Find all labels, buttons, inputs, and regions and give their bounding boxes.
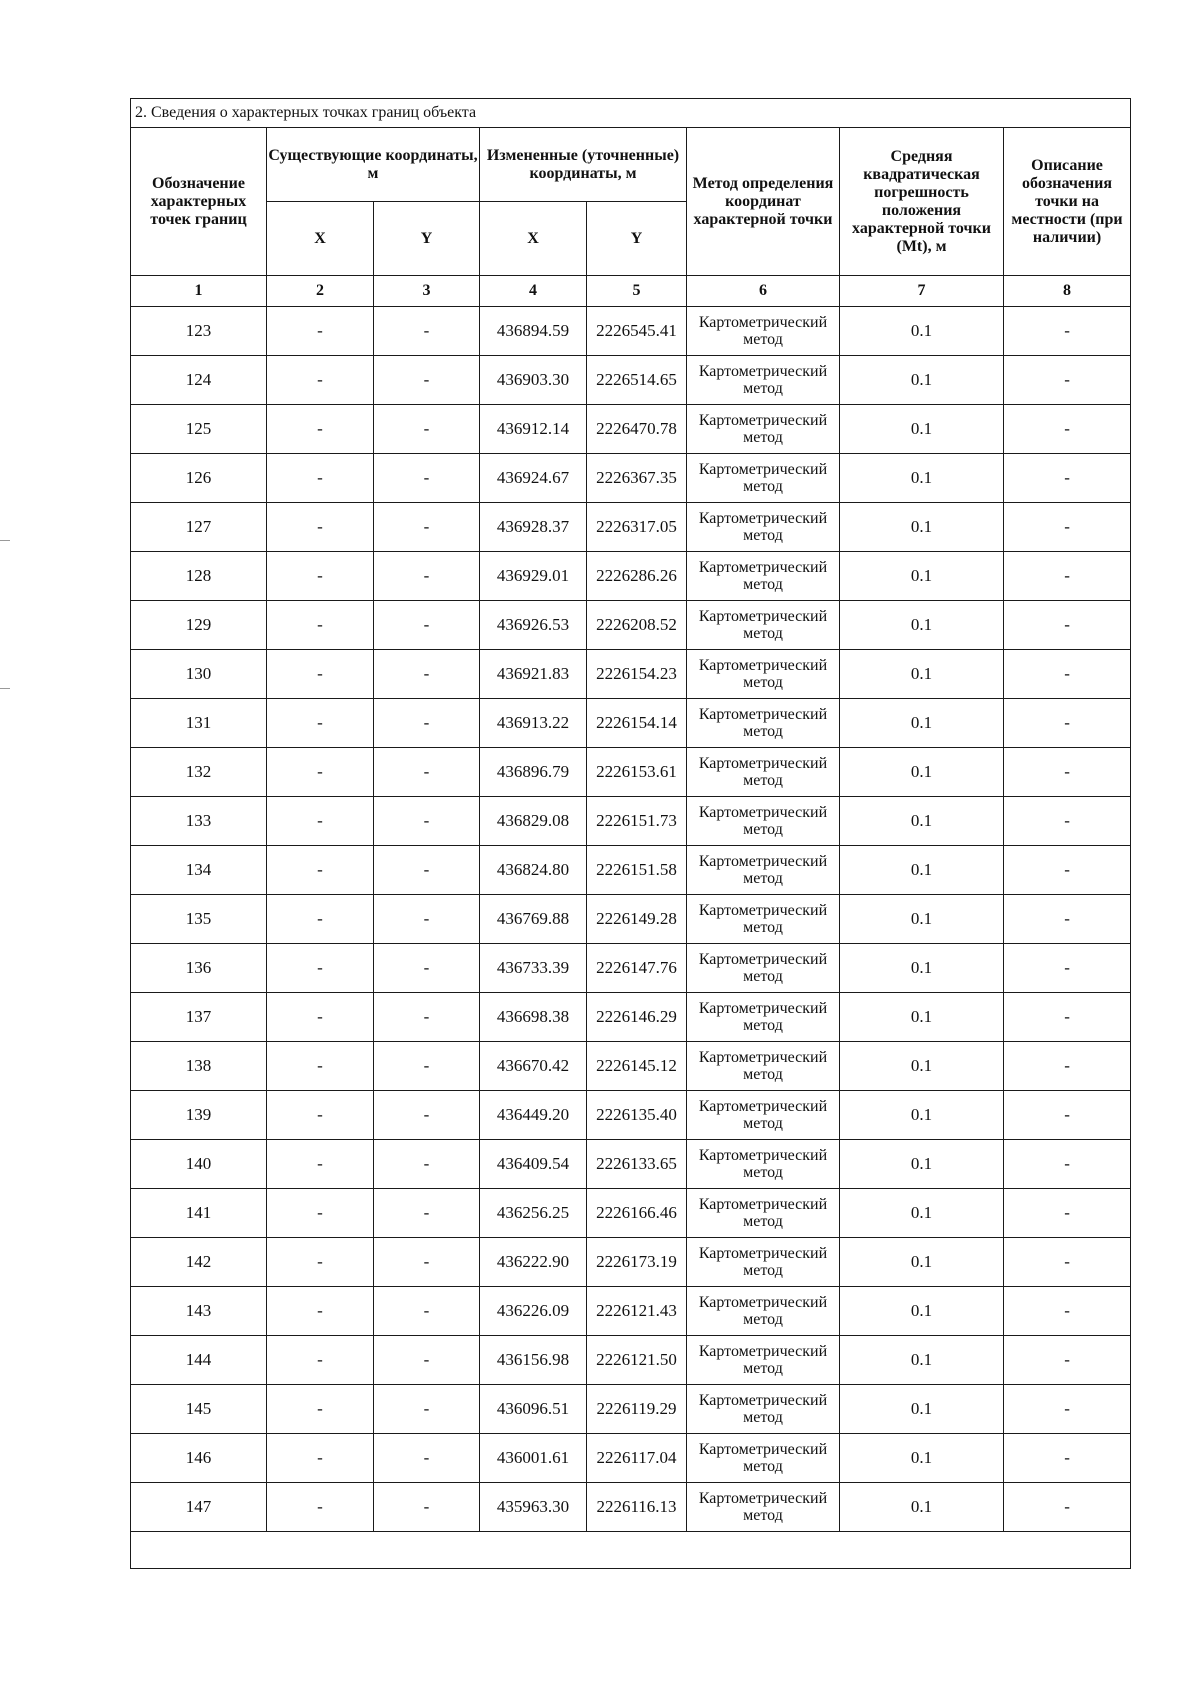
table-row [131, 307, 1131, 356]
table-row [131, 895, 1131, 944]
mean-error-cell: 0.1 [840, 1287, 1004, 1336]
description-cell: - [1004, 601, 1131, 650]
table-row [131, 1483, 1131, 1532]
existing-y-cell: - [374, 699, 480, 748]
changed-y-cell: 2226151.73 [587, 797, 687, 846]
description-cell: - [1004, 356, 1131, 405]
description-cell: - [1004, 1189, 1131, 1238]
table-row [131, 405, 1131, 454]
table-row [131, 454, 1131, 503]
header-changed-coords: Измененные (уточненные) координаты, м [480, 128, 687, 202]
point-number-cell: 132 [131, 748, 267, 797]
punch-mark [0, 540, 10, 541]
method-cell: Картометрический метод [687, 797, 840, 846]
existing-x-cell: - [267, 895, 374, 944]
changed-x-cell: 436929.01 [480, 552, 587, 601]
method-cell: Картометрический метод [687, 944, 840, 993]
existing-y-cell: - [374, 650, 480, 699]
point-number-cell: 134 [131, 846, 267, 895]
description-cell: - [1004, 748, 1131, 797]
mean-error-cell: 0.1 [840, 1189, 1004, 1238]
mean-error-cell: 0.1 [840, 797, 1004, 846]
table-row [131, 356, 1131, 405]
column-number: 3 [374, 276, 480, 307]
column-number: 7 [840, 276, 1004, 307]
point-number-cell: 129 [131, 601, 267, 650]
changed-y-cell: 2226133.65 [587, 1140, 687, 1189]
method-cell: Картометрический метод [687, 650, 840, 699]
changed-x-cell: 436449.20 [480, 1091, 587, 1140]
changed-y-cell: 2226146.29 [587, 993, 687, 1042]
table-row [131, 1189, 1131, 1238]
description-cell: - [1004, 797, 1131, 846]
mean-error-cell: 0.1 [840, 307, 1004, 356]
changed-x-cell: 436928.37 [480, 503, 587, 552]
mean-error-cell: 0.1 [840, 1091, 1004, 1140]
changed-y-cell: 2226151.58 [587, 846, 687, 895]
column-number: 8 [1004, 276, 1131, 307]
existing-y-cell: - [374, 748, 480, 797]
header-existing-x: X [267, 202, 374, 276]
column-number: 1 [131, 276, 267, 307]
changed-x-cell: 436256.25 [480, 1189, 587, 1238]
changed-x-cell: 436001.61 [480, 1434, 587, 1483]
header-method: Метод определения координат характерной точки [687, 128, 840, 276]
existing-y-cell: - [374, 307, 480, 356]
header-description: Описание обозначения точки на местности (при наличии) [1004, 128, 1131, 276]
changed-x-cell: 436156.98 [480, 1336, 587, 1385]
existing-x-cell: - [267, 699, 374, 748]
method-cell: Картометрический метод [687, 1140, 840, 1189]
existing-y-cell: - [374, 1434, 480, 1483]
changed-x-cell: 436769.88 [480, 895, 587, 944]
existing-y-cell: - [374, 503, 480, 552]
changed-x-cell: 436912.14 [480, 405, 587, 454]
point-number-cell: 143 [131, 1287, 267, 1336]
table-row [131, 1140, 1131, 1189]
changed-x-cell: 436896.79 [480, 748, 587, 797]
point-number-cell: 135 [131, 895, 267, 944]
changed-x-cell: 435963.30 [480, 1483, 587, 1532]
point-number-cell: 123 [131, 307, 267, 356]
point-number-cell: 127 [131, 503, 267, 552]
existing-x-cell: - [267, 454, 374, 503]
changed-x-cell: 436096.51 [480, 1385, 587, 1434]
changed-x-cell: 436409.54 [480, 1140, 587, 1189]
existing-x-cell: - [267, 356, 374, 405]
mean-error-cell: 0.1 [840, 1238, 1004, 1287]
mean-error-cell: 0.1 [840, 1140, 1004, 1189]
description-cell: - [1004, 993, 1131, 1042]
existing-x-cell: - [267, 1287, 374, 1336]
changed-x-cell: 436222.90 [480, 1238, 587, 1287]
changed-y-cell: 2226545.41 [587, 307, 687, 356]
existing-y-cell: - [374, 405, 480, 454]
method-cell: Картометрический метод [687, 699, 840, 748]
changed-y-cell: 2226470.78 [587, 405, 687, 454]
existing-y-cell: - [374, 454, 480, 503]
description-cell: - [1004, 846, 1131, 895]
mean-error-cell: 0.1 [840, 552, 1004, 601]
description-cell: - [1004, 503, 1131, 552]
mean-error-cell: 0.1 [840, 748, 1004, 797]
changed-x-cell: 436913.22 [480, 699, 587, 748]
point-number-cell: 124 [131, 356, 267, 405]
changed-y-cell: 2226145.12 [587, 1042, 687, 1091]
existing-x-cell: - [267, 405, 374, 454]
mean-error-cell: 0.1 [840, 1434, 1004, 1483]
point-number-cell: 147 [131, 1483, 267, 1532]
point-number-cell: 133 [131, 797, 267, 846]
method-cell: Картометрический метод [687, 405, 840, 454]
changed-y-cell: 2226116.13 [587, 1483, 687, 1532]
table-row [131, 1287, 1131, 1336]
table-row [131, 944, 1131, 993]
document-sheet [130, 98, 1130, 1569]
description-cell: - [1004, 307, 1131, 356]
column-number-row [131, 276, 1131, 307]
changed-y-cell: 2226286.26 [587, 552, 687, 601]
method-cell: Картометрический метод [687, 307, 840, 356]
description-cell: - [1004, 1042, 1131, 1091]
existing-x-cell: - [267, 1042, 374, 1091]
method-cell: Картометрический метод [687, 503, 840, 552]
table-row [131, 1434, 1131, 1483]
existing-y-cell: - [374, 944, 480, 993]
changed-y-cell: 2226121.50 [587, 1336, 687, 1385]
table-row [131, 748, 1131, 797]
description-cell: - [1004, 699, 1131, 748]
point-number-cell: 140 [131, 1140, 267, 1189]
existing-y-cell: - [374, 552, 480, 601]
mean-error-cell: 0.1 [840, 405, 1004, 454]
mean-error-cell: 0.1 [840, 846, 1004, 895]
mean-error-cell: 0.1 [840, 993, 1004, 1042]
existing-y-cell: - [374, 601, 480, 650]
changed-x-cell: 436921.83 [480, 650, 587, 699]
changed-x-cell: 436670.42 [480, 1042, 587, 1091]
mean-error-cell: 0.1 [840, 895, 1004, 944]
changed-x-cell: 436698.38 [480, 993, 587, 1042]
existing-x-cell: - [267, 797, 374, 846]
existing-x-cell: - [267, 1434, 374, 1483]
table-row [131, 1091, 1131, 1140]
existing-x-cell: - [267, 1336, 374, 1385]
method-cell: Картометрический метод [687, 748, 840, 797]
changed-x-cell: 436824.80 [480, 846, 587, 895]
header-mean-error: Средняя квадратическая погрешность положения характерной точки (Mt), м [840, 128, 1004, 276]
changed-y-cell: 2226154.14 [587, 699, 687, 748]
method-cell: Картометрический метод [687, 1091, 840, 1140]
method-cell: Картометрический метод [687, 1238, 840, 1287]
section-title: 2. Сведения о характерных точках границ объекта [131, 99, 1131, 128]
existing-x-cell: - [267, 601, 374, 650]
method-cell: Картометрический метод [687, 454, 840, 503]
changed-y-cell: 2226153.61 [587, 748, 687, 797]
mean-error-cell: 0.1 [840, 650, 1004, 699]
table-row [131, 503, 1131, 552]
column-number: 2 [267, 276, 374, 307]
existing-x-cell: - [267, 748, 374, 797]
method-cell: Картометрический метод [687, 1336, 840, 1385]
changed-x-cell: 436894.59 [480, 307, 587, 356]
point-number-cell: 125 [131, 405, 267, 454]
point-number-cell: 130 [131, 650, 267, 699]
header-existing-coords: Существующие координаты, м [267, 128, 480, 202]
punch-mark [0, 688, 10, 689]
changed-x-cell: 436733.39 [480, 944, 587, 993]
description-cell: - [1004, 405, 1131, 454]
existing-y-cell: - [374, 1238, 480, 1287]
description-cell: - [1004, 944, 1131, 993]
existing-y-cell: - [374, 1483, 480, 1532]
existing-x-cell: - [267, 1483, 374, 1532]
point-number-cell: 146 [131, 1434, 267, 1483]
existing-y-cell: - [374, 1287, 480, 1336]
existing-x-cell: - [267, 1238, 374, 1287]
existing-x-cell: - [267, 1189, 374, 1238]
header-existing-y: Y [374, 202, 480, 276]
point-number-cell: 128 [131, 552, 267, 601]
mean-error-cell: 0.1 [840, 1336, 1004, 1385]
method-cell: Картометрический метод [687, 895, 840, 944]
description-cell: - [1004, 1336, 1131, 1385]
description-cell: - [1004, 454, 1131, 503]
changed-y-cell: 2226149.28 [587, 895, 687, 944]
description-cell: - [1004, 1091, 1131, 1140]
existing-y-cell: - [374, 797, 480, 846]
description-cell: - [1004, 1238, 1131, 1287]
header-changed-y: Y [587, 202, 687, 276]
existing-y-cell: - [374, 1189, 480, 1238]
table-row [131, 1385, 1131, 1434]
existing-x-cell: - [267, 552, 374, 601]
changed-y-cell: 2226173.19 [587, 1238, 687, 1287]
existing-y-cell: - [374, 1336, 480, 1385]
method-cell: Картометрический метод [687, 1483, 840, 1532]
header-designation: Обозначение характерных точек границ [131, 128, 267, 276]
description-cell: - [1004, 1140, 1131, 1189]
description-cell: - [1004, 650, 1131, 699]
changed-y-cell: 2226135.40 [587, 1091, 687, 1140]
changed-y-cell: 2226367.35 [587, 454, 687, 503]
existing-x-cell: - [267, 846, 374, 895]
description-cell: - [1004, 1385, 1131, 1434]
point-number-cell: 141 [131, 1189, 267, 1238]
method-cell: Картометрический метод [687, 552, 840, 601]
existing-x-cell: - [267, 944, 374, 993]
changed-y-cell: 2226166.46 [587, 1189, 687, 1238]
description-cell: - [1004, 1434, 1131, 1483]
method-cell: Картометрический метод [687, 1434, 840, 1483]
existing-x-cell: - [267, 1140, 374, 1189]
table-row [131, 846, 1131, 895]
existing-x-cell: - [267, 993, 374, 1042]
point-number-cell: 138 [131, 1042, 267, 1091]
existing-y-cell: - [374, 846, 480, 895]
column-number: 4 [480, 276, 587, 307]
header-changed-x: X [480, 202, 587, 276]
existing-y-cell: - [374, 1042, 480, 1091]
point-number-cell: 144 [131, 1336, 267, 1385]
description-cell: - [1004, 1483, 1131, 1532]
table-row [131, 797, 1131, 846]
mean-error-cell: 0.1 [840, 1042, 1004, 1091]
point-number-cell: 131 [131, 699, 267, 748]
mean-error-cell: 0.1 [840, 1385, 1004, 1434]
description-cell: - [1004, 552, 1131, 601]
empty-footer-row [131, 1532, 1131, 1569]
changed-x-cell: 436829.08 [480, 797, 587, 846]
mean-error-cell: 0.1 [840, 699, 1004, 748]
method-cell: Картометрический метод [687, 993, 840, 1042]
description-cell: - [1004, 1287, 1131, 1336]
method-cell: Картометрический метод [687, 1189, 840, 1238]
table-row [131, 650, 1131, 699]
mean-error-cell: 0.1 [840, 1483, 1004, 1532]
point-number-cell: 126 [131, 454, 267, 503]
mean-error-cell: 0.1 [840, 944, 1004, 993]
changed-x-cell: 436226.09 [480, 1287, 587, 1336]
existing-y-cell: - [374, 993, 480, 1042]
changed-y-cell: 2226147.76 [587, 944, 687, 993]
changed-x-cell: 436903.30 [480, 356, 587, 405]
point-number-cell: 142 [131, 1238, 267, 1287]
changed-y-cell: 2226154.23 [587, 650, 687, 699]
table-row [131, 699, 1131, 748]
method-cell: Картометрический метод [687, 1287, 840, 1336]
method-cell: Картометрический метод [687, 601, 840, 650]
table-row [131, 1042, 1131, 1091]
method-cell: Картометрический метод [687, 356, 840, 405]
method-cell: Картометрический метод [687, 1385, 840, 1434]
mean-error-cell: 0.1 [840, 454, 1004, 503]
mean-error-cell: 0.1 [840, 356, 1004, 405]
changed-y-cell: 2226119.29 [587, 1385, 687, 1434]
existing-y-cell: - [374, 1385, 480, 1434]
existing-x-cell: - [267, 650, 374, 699]
point-number-cell: 136 [131, 944, 267, 993]
changed-x-cell: 436924.67 [480, 454, 587, 503]
existing-x-cell: - [267, 307, 374, 356]
changed-y-cell: 2226121.43 [587, 1287, 687, 1336]
existing-y-cell: - [374, 356, 480, 405]
point-number-cell: 145 [131, 1385, 267, 1434]
existing-x-cell: - [267, 503, 374, 552]
column-number: 5 [587, 276, 687, 307]
empty-cell [131, 1532, 1131, 1569]
existing-x-cell: - [267, 1385, 374, 1434]
changed-y-cell: 2226317.05 [587, 503, 687, 552]
mean-error-cell: 0.1 [840, 503, 1004, 552]
existing-x-cell: - [267, 1091, 374, 1140]
changed-x-cell: 436926.53 [480, 601, 587, 650]
changed-y-cell: 2226514.65 [587, 356, 687, 405]
table-row [131, 993, 1131, 1042]
table-row [131, 552, 1131, 601]
point-number-cell: 139 [131, 1091, 267, 1140]
description-cell: - [1004, 895, 1131, 944]
existing-y-cell: - [374, 895, 480, 944]
changed-y-cell: 2226208.52 [587, 601, 687, 650]
table-row [131, 1238, 1131, 1287]
existing-y-cell: - [374, 1091, 480, 1140]
column-number: 6 [687, 276, 840, 307]
table-row [131, 601, 1131, 650]
changed-y-cell: 2226117.04 [587, 1434, 687, 1483]
boundary-points-table [130, 98, 1131, 1569]
method-cell: Картометрический метод [687, 846, 840, 895]
existing-y-cell: - [374, 1140, 480, 1189]
point-number-cell: 137 [131, 993, 267, 1042]
mean-error-cell: 0.1 [840, 601, 1004, 650]
table-row [131, 1336, 1131, 1385]
method-cell: Картометрический метод [687, 1042, 840, 1091]
